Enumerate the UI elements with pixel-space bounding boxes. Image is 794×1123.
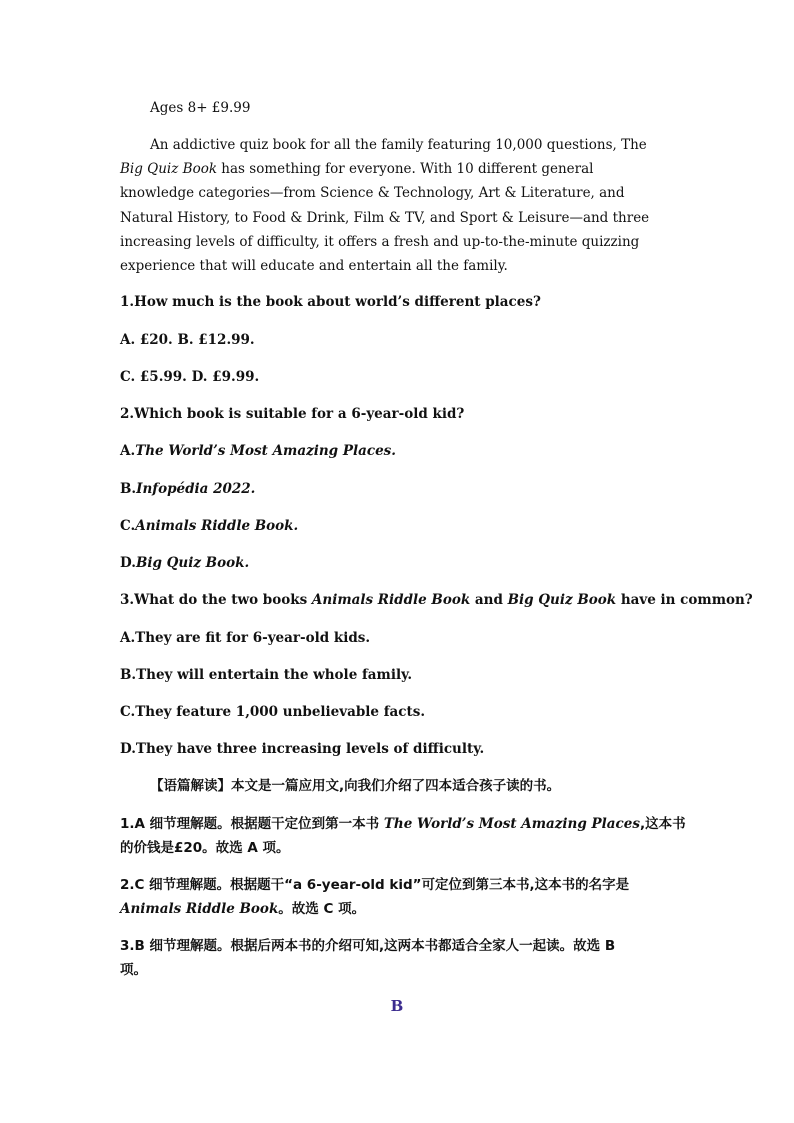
question-1-options-ab: A. £20. B. £12.99. — [120, 332, 255, 348]
q3-book-title-2: Big Quiz Book — [507, 592, 617, 608]
question-1-options-cd: C. £5.99. D. £9.99. — [120, 369, 260, 385]
answer-2-text: 。故选 C 项。 — [278, 901, 366, 917]
option-c-text: Animals Riddle Book. — [135, 518, 299, 534]
intro-text-2: has something for everyone. With 10 different general knowledge categories—from Science & Technology, Art & Literature, and Natural History, to Food & Drink, Film & TV, and Sport & Leisure—and three increasing levels of difficulty, it offers a fresh and up-to-the-minute quizzing experience that will educate and entertain all the family. — [120, 161, 650, 275]
analysis-header: 【语篇解读】本文是一篇应用文,向我们介绍了四本适合孩子读的书。 — [150, 778, 561, 794]
q3-book-title-1: Animals Riddle Book — [311, 592, 471, 608]
answer-1-text-2: ,这本书 — [639, 816, 686, 832]
option-d-prefix: D. — [120, 555, 136, 571]
intro-paragraph — [120, 133, 665, 278]
answer-2-line-1: 2.C 细节理解题。根据题干“a 6-year-old kid”可定位到第三本书,这本书的名字是 — [120, 877, 630, 893]
question-1-stem: 1.How much is the book about world’s different places? — [120, 294, 541, 310]
question-3-option-b: B.They will entertain the whole family. — [120, 667, 413, 683]
option-a-prefix: A. — [120, 443, 136, 459]
ages-price: Ages 8+ £9.99 — [150, 100, 251, 116]
question-2-option-a — [120, 439, 676, 463]
option-d-text: Big Quiz Book. — [135, 555, 250, 571]
q3-stem-text-3: have in common? — [616, 592, 753, 608]
question-3-stem — [120, 588, 753, 612]
answer-1-text-1: 1.A 细节理解题。根据题干定位到第一本书 — [120, 816, 384, 832]
answer-1-book-title: The World’s Most Amazing Places — [383, 816, 640, 832]
intro-book-title: Big Quiz Book — [120, 161, 218, 178]
q3-stem-text-1: 3.What do the two books — [120, 592, 312, 608]
option-c-prefix: C. — [120, 518, 136, 534]
option-b-text: Infopédia 2022. — [136, 481, 256, 497]
answer-1-line-1 — [120, 812, 686, 836]
answer-3-line-2: 项。 — [120, 962, 147, 978]
answer-2-line-2 — [120, 897, 676, 921]
question-2-option-b — [120, 477, 676, 501]
question-3-option-a: A.They are fit for 6-year-old kids. — [120, 630, 371, 646]
answer-3-line-1: 3.B 细节理解题。根据后两本书的介绍可知,这两本书都适合全家人一起读。故选 B — [120, 938, 616, 954]
answer-2-book-title: Animals Riddle Book — [120, 901, 279, 917]
option-a-text: The World’s Most Amazing Places. — [135, 443, 396, 459]
question-2-option-d — [120, 551, 676, 575]
q3-stem-text-2: and — [470, 592, 508, 608]
question-3-option-d: D.They have three increasing levels of difficulty. — [120, 741, 485, 757]
question-3-option-c: C.They feature 1,000 unbelievable facts. — [120, 704, 426, 720]
footer-letter: B — [390, 997, 404, 1015]
option-b-prefix: B. — [120, 481, 137, 497]
intro-text-1: An addictive quiz book for all the family featuring 10,000 questions, The — [150, 137, 647, 153]
answer-1-line-2: 的价钱是£20。故选 A 项。 — [120, 840, 290, 856]
question-2-option-c — [120, 514, 676, 538]
question-2-stem: 2.Which book is suitable for a 6-year-old kid? — [120, 406, 465, 422]
